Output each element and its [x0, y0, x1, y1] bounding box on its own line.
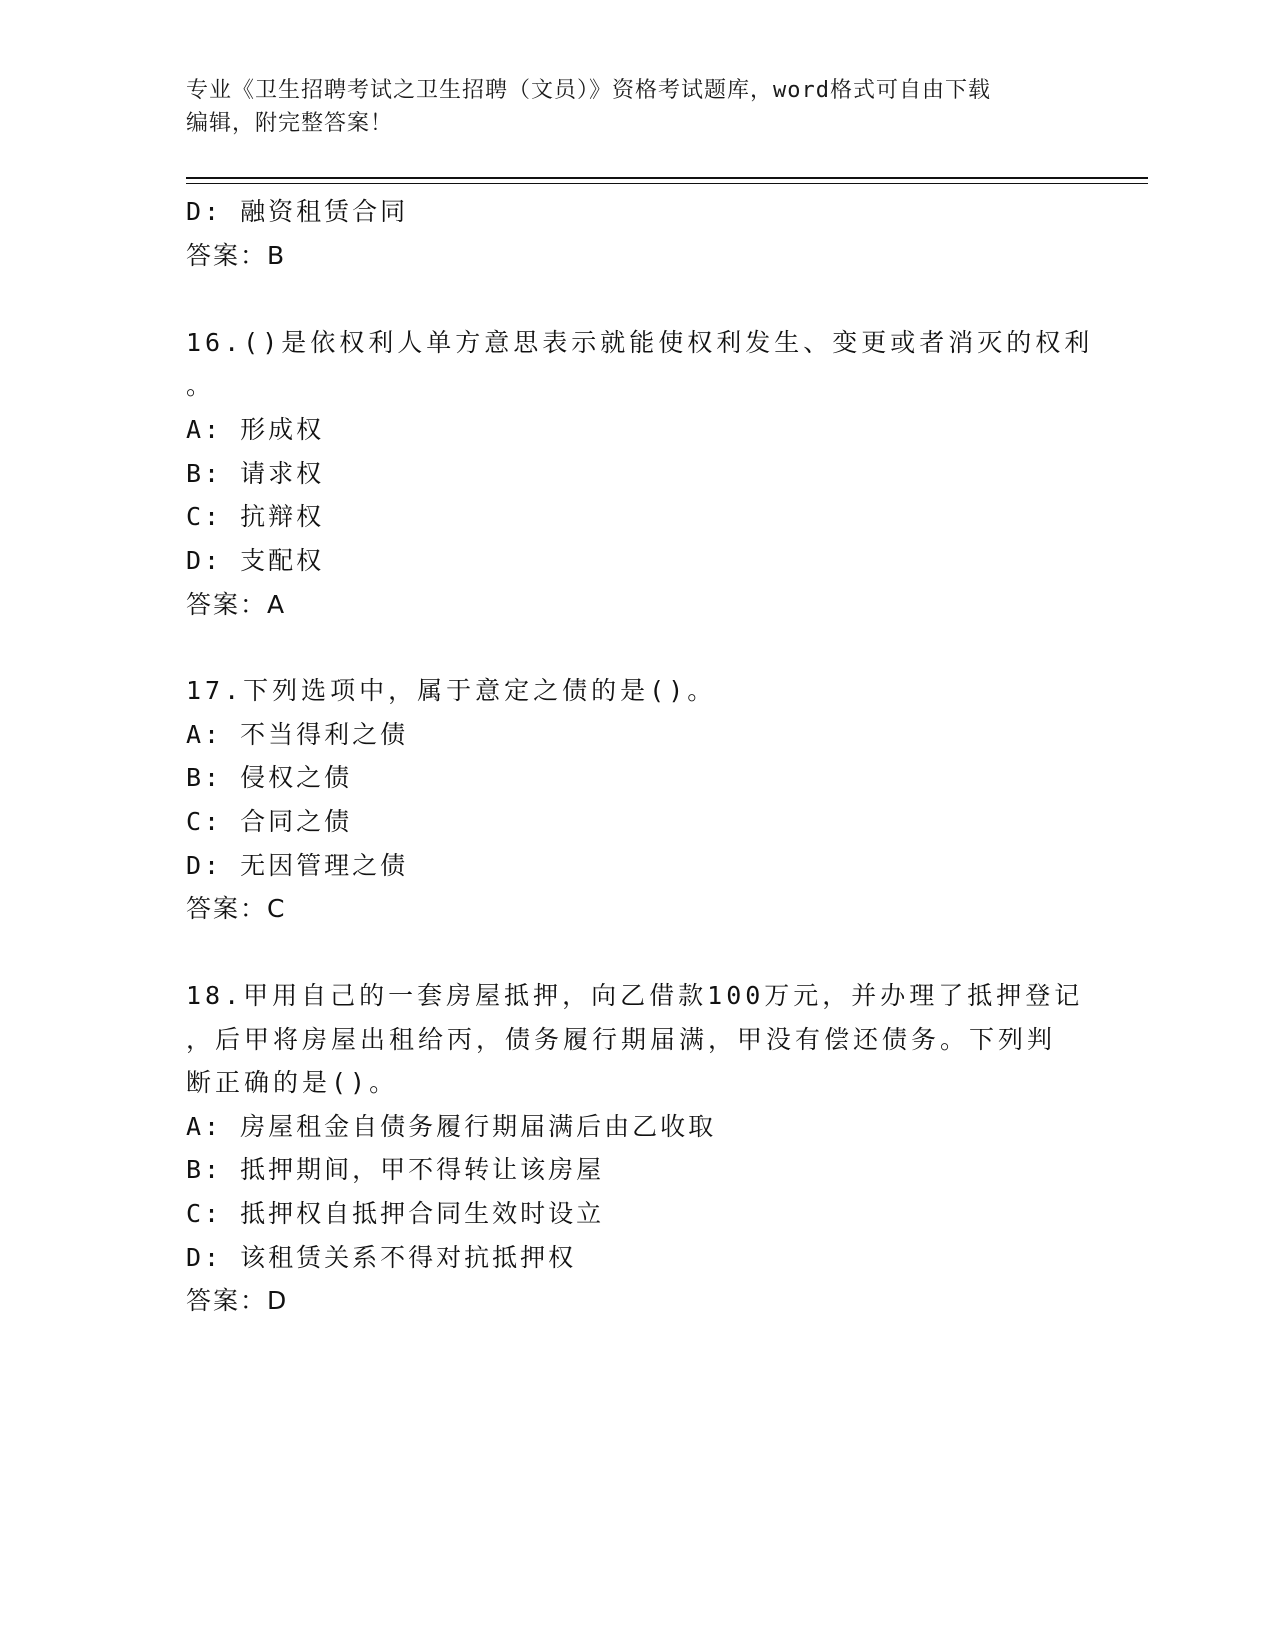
q16-option-d: D: 支配权 — [186, 546, 325, 575]
q16-option-c: C: 抗辩权 — [186, 502, 325, 531]
q17-answer: 答案：C — [186, 894, 287, 923]
q18-option-c: C: 抵押权自抵押合同生效时设立 — [186, 1199, 605, 1228]
header-line-2: 编辑，附完整答案！ — [186, 111, 394, 136]
document-header — [186, 74, 1086, 140]
q18-text-line-3: 断正确的是()。 — [186, 1068, 399, 1097]
header-divider-thin — [186, 183, 1148, 184]
header-line-1: 专业《卫生招聘考试之卫生招聘（文员）》资格考试题库，word格式可自由下载 — [186, 78, 991, 103]
q16-text-line-1: 16.()是依权利人单方意思表示就能使权利发生、变更或者消灭的权利 — [186, 328, 1094, 357]
prev-option-d: D: 融资租赁合同 — [186, 197, 409, 226]
q18-answer: 答案：D — [186, 1286, 289, 1315]
q16-option-a: A: 形成权 — [186, 415, 325, 444]
q16-text-line-2: 。 — [186, 371, 215, 400]
q17-option-d: D: 无因管理之债 — [186, 851, 409, 880]
q17-option-b: B: 侵权之债 — [186, 763, 353, 792]
q17-option-c: C: 合同之债 — [186, 807, 353, 836]
prev-answer: 答案：B — [186, 241, 287, 270]
q16-answer: 答案：A — [186, 590, 287, 619]
q18-option-d: D: 该租赁关系不得对抗抵押权 — [186, 1243, 577, 1272]
header-divider-thick — [186, 177, 1148, 179]
q18-text-line-2: ，后甲将房屋出租给丙，债务履行期届满，甲没有偿还债务。下列判 — [186, 1025, 1057, 1054]
q16-option-b: B: 请求权 — [186, 459, 325, 488]
q18-option-a: A: 房屋租金自债务履行期届满后由乙收取 — [186, 1112, 717, 1141]
q18-text-line-1: 18.甲用自己的一套房屋抵押，向乙借款100万元，并办理了抵押登记 — [186, 981, 1084, 1010]
q17-option-a: A: 不当得利之债 — [186, 720, 409, 749]
q17-text-line-1: 17.下列选项中，属于意定之债的是()。 — [186, 676, 717, 705]
q18-option-b: B: 抵押期间，甲不得转让该房屋 — [186, 1155, 605, 1184]
